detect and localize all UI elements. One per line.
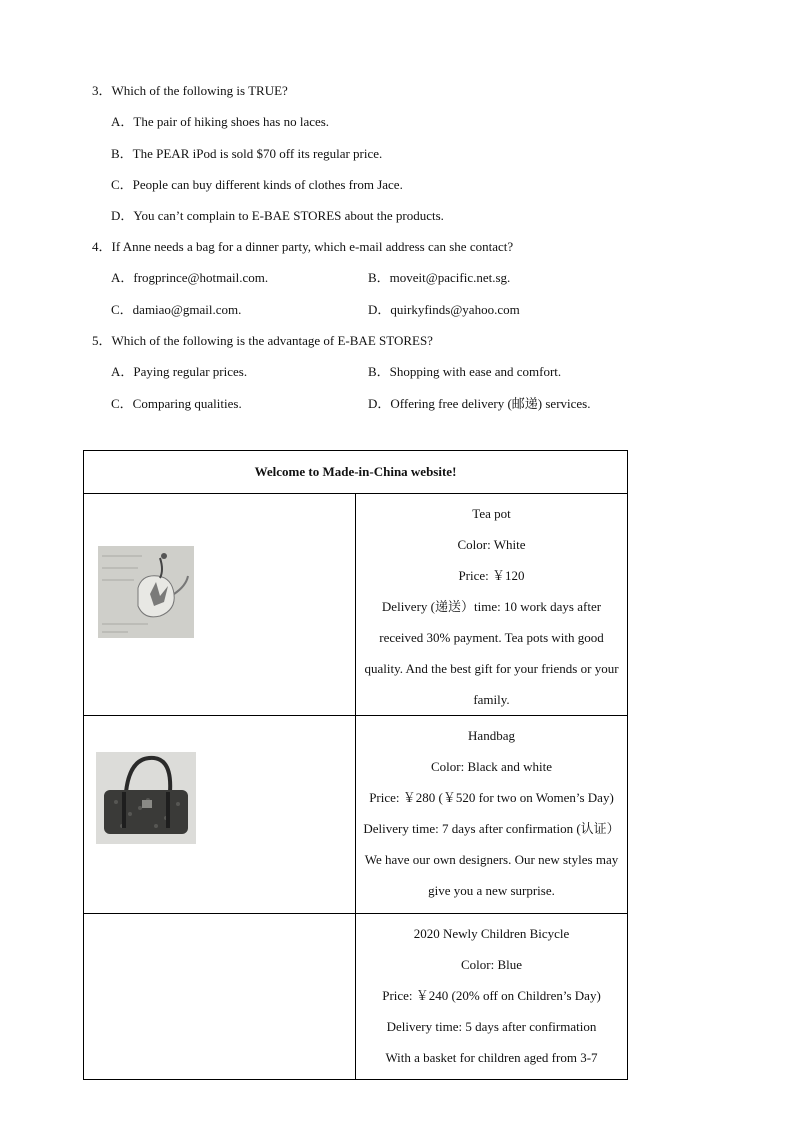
q5-option-b: B．Shopping with ease and comfort.	[368, 364, 562, 379]
q4-option-a: A．frogprince@hotmail.com.	[111, 270, 269, 285]
q5-option-c: C．Comparing qualities.	[111, 396, 242, 411]
q3-option-c: C．People can buy different kinds of clothes from Jace.	[111, 177, 403, 192]
q4-option-b: B．moveit@pacific.net.sg.	[368, 270, 511, 285]
handbag-icon	[96, 752, 196, 844]
product-table	[83, 450, 628, 1080]
product-color: Color: Blue	[460, 957, 523, 972]
q3-option-b: B．The PEAR iPod is sold $70 off its regular price.	[111, 146, 383, 161]
question-3: 3．Which of the following is TRUE?	[92, 83, 288, 98]
product-color: Color: White	[457, 537, 526, 552]
bicycle-description	[356, 914, 628, 1080]
product-details: Delivery (递送）time: 10 work days after received 30% payment. Tea pots with good quality. And the best gift for your friends or your family.	[364, 599, 619, 707]
handbag-image	[96, 752, 196, 844]
product-color: Color: Black and white	[431, 759, 552, 774]
q3-option-a: A．The pair of hiking shoes has no laces.	[111, 114, 330, 129]
product-delivery: Delivery time: 7 days after confirmation (认证）	[363, 821, 620, 836]
q4-option-d: D．quirkyfinds@yahoo.com	[368, 302, 520, 317]
product-name: Handbag	[468, 728, 515, 743]
table-title: Welcome to Made-in-China website!	[84, 451, 628, 494]
teapot-image	[98, 546, 194, 638]
table-row	[84, 914, 628, 1080]
q4-option-c: C．damiao@gmail.com.	[111, 302, 242, 317]
product-details: With a basket for children aged from 3-7	[385, 1050, 598, 1065]
product-name: 2020 Newly Children Bicycle	[413, 926, 570, 941]
teapot-image-cell	[84, 494, 356, 716]
question-4: 4．If Anne needs a bag for a dinner party, which e-mail address can she contact?	[92, 239, 514, 254]
teapot-description	[356, 494, 628, 716]
teapot-icon	[98, 546, 194, 638]
table-row	[84, 494, 628, 716]
q5-option-a: A．Paying regular prices.	[111, 364, 248, 379]
q5-option-d: D．Offering free delivery (邮递) services.	[368, 396, 591, 411]
table-row	[84, 716, 628, 914]
product-name: Tea pot	[472, 506, 511, 521]
product-price: Price: ￥280 (￥520 for two on Women’s Day)	[369, 790, 614, 805]
question-5: 5．Which of the following is the advantage of E-BAE STORES?	[92, 333, 433, 348]
product-details: We have our own designers. Our new styles may give you a new surprise.	[364, 852, 619, 898]
product-price: Price: ￥120	[458, 568, 525, 583]
handbag-image-cell	[84, 716, 356, 914]
q3-option-d: D．You can’t complain to E-BAE STORES about the products.	[111, 208, 444, 223]
bicycle-image-cell	[84, 914, 356, 1080]
handbag-description	[356, 716, 628, 914]
product-delivery: Delivery time: 5 days after confirmation	[386, 1019, 597, 1034]
product-price: Price: ￥240 (20% off on Children’s Day)	[382, 988, 601, 1003]
